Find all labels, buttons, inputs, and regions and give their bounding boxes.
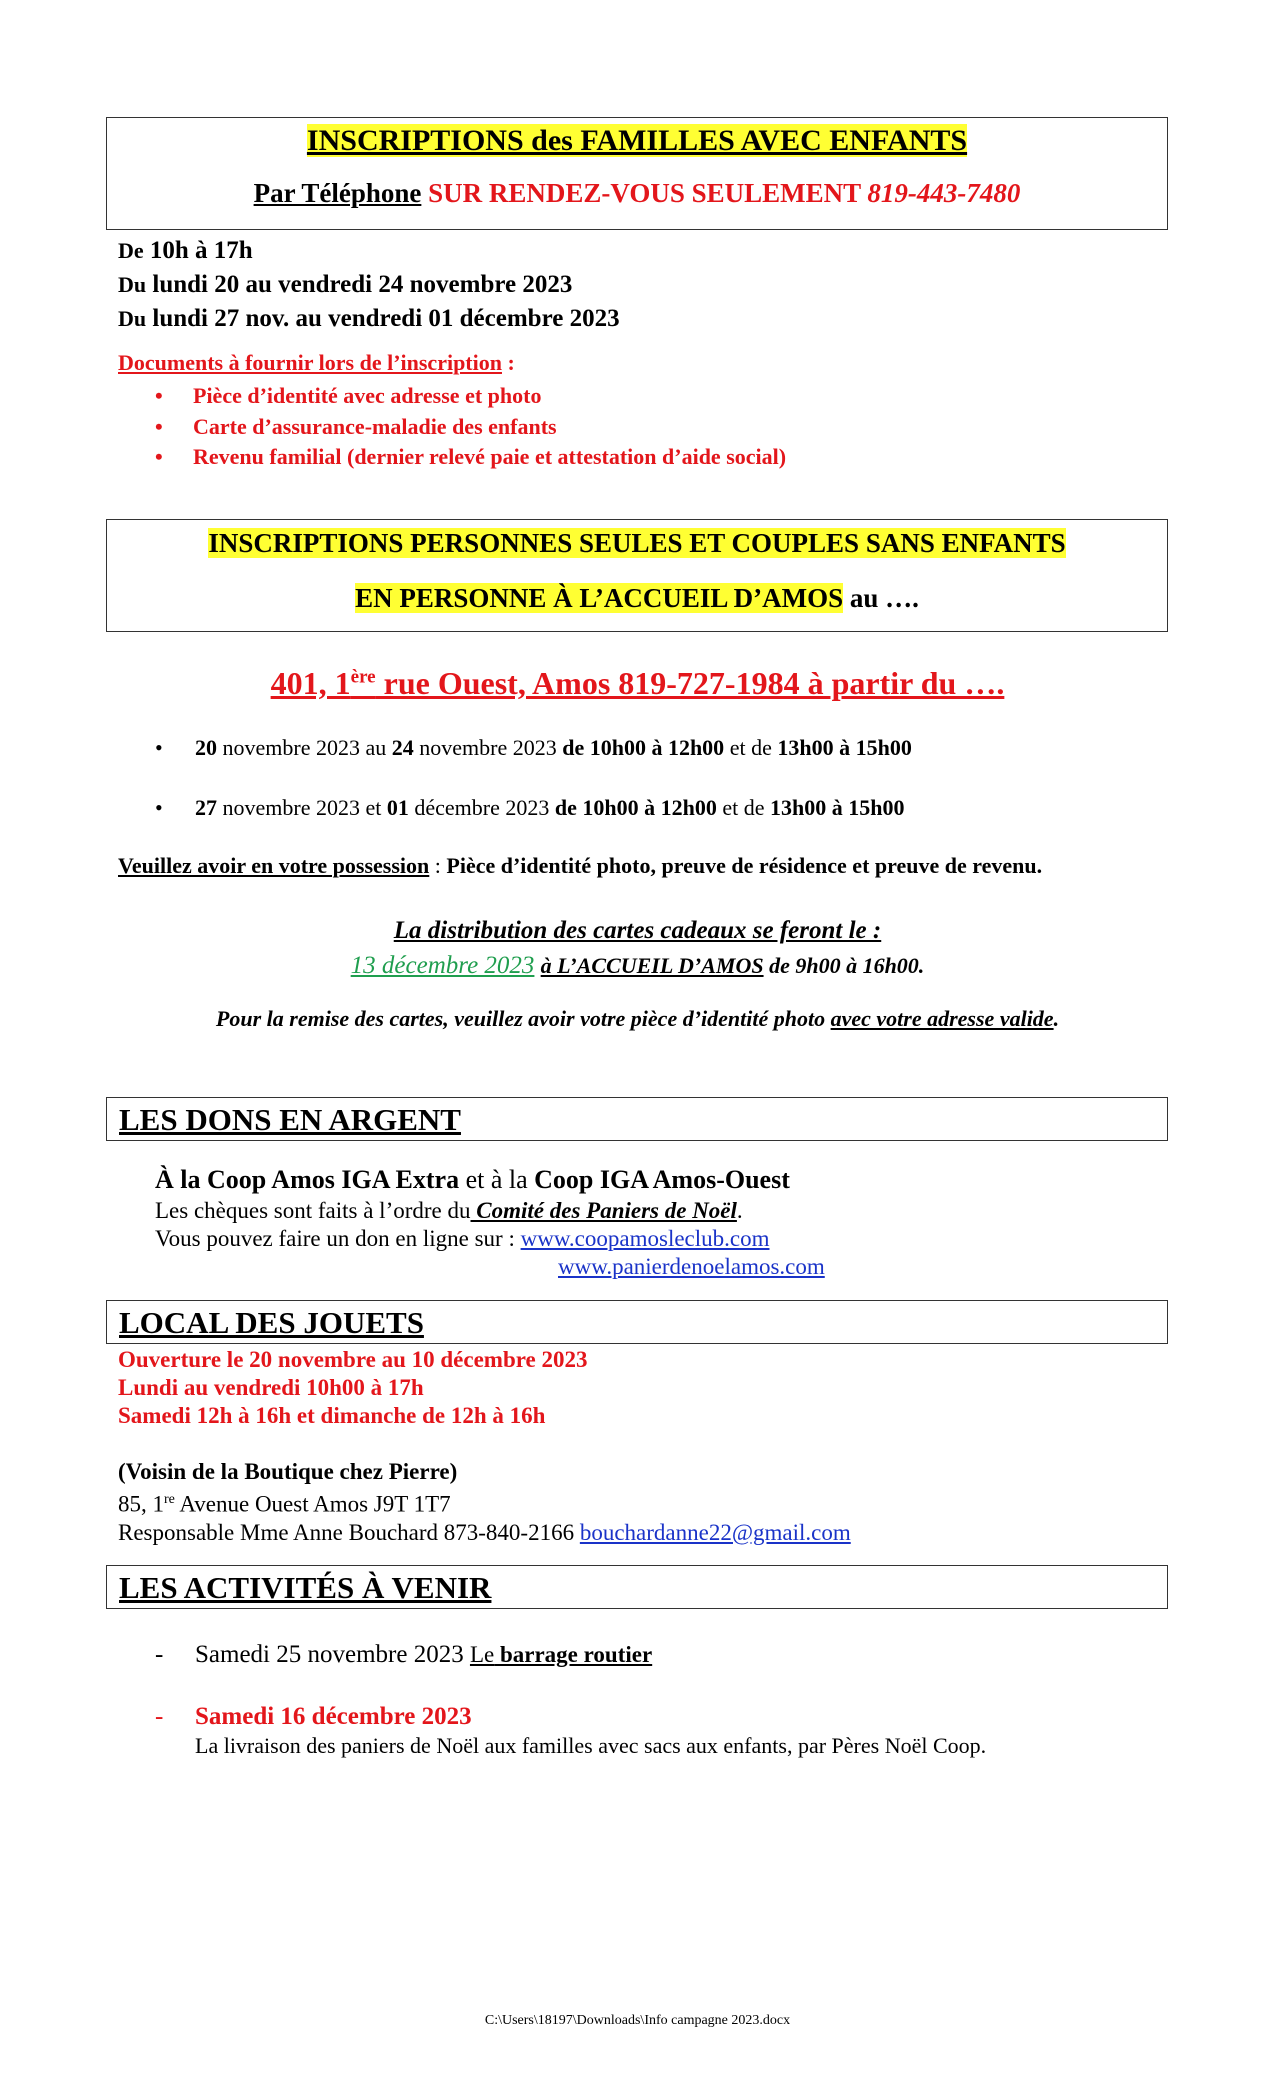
documents-title: Documents à fournir lors de l’inscription : [118, 350, 515, 375]
registration-dates [150, 735, 912, 855]
activity-description: La livraison des paniers de Noël aux familles avec sacs aux enfants, par Pères Noël Coop. [195, 1733, 987, 1758]
list-item: • Revenu familial (dernier relevé paie et attestation d’aide social) [150, 442, 786, 473]
toys-heading: LOCAL DES JOUETS [106, 1300, 1168, 1344]
file-path-footer: C:\Users\18197\Downloads\Info campagne 2023.docx [484, 2013, 791, 2028]
email-link[interactable]: bouchardanne22@gmail.com [579, 1519, 851, 1545]
donations-heading: LES DONS EN ARGENT [106, 1097, 1168, 1141]
coop-website-link[interactable]: www.coopamosleclub.com [520, 1226, 770, 1251]
documents-list [150, 381, 786, 473]
singles-subtitle: EN PERSONNE À L’ACCUEIL D’AMOS au …. [355, 583, 919, 613]
families-title: INSCRIPTIONS des FAMILLES AVEC ENFANTS [306, 124, 968, 157]
families-registration-box [106, 117, 1168, 230]
list-item: • Pièce d’identité avec adresse et photo [150, 381, 786, 412]
possession-note: Veuillez avoir en votre possession : Pièce d’identité photo, preuve de résidence et preuve de revenu. [118, 853, 1043, 878]
registration-hours: De 10h à 17h Du lundi 20 au vendredi 24 novembre 2023 Du lundi 27 nov. au vendredi 01 décembre 2023 [118, 237, 620, 332]
activities-list [155, 1640, 986, 1760]
donations-info: À la Coop Amos IGA Extra et à la Coop IGA Amos-Ouest Les chèques sont faits à l’ordre du Comité des Paniers de Noël. Vous pouvez faire un don en ligne sur : www.coopamosleclub.com www.panierdenoelamos.com [155, 1165, 825, 1279]
paniers-website-link[interactable]: www.panierdenoelamos.com [558, 1254, 825, 1279]
distribution-note: La distribution des cartes cadeaux se feront le : 13 décembre 2023 à L’ACCUEIL D’AMOS de 9h00 à 16h00. [350, 917, 925, 979]
accueil-address: 401, 1ère rue Ouest, Amos 819-727-1984 à partir du …. [270, 665, 1005, 701]
list-item: - Samedi 25 novembre 2023 Le barrage routier [155, 1641, 653, 1668]
activities-heading: LES ACTIVITÉS À VENIR [106, 1565, 1168, 1609]
list-item: • 20 novembre 2023 au 24 novembre 2023 de 10h00 à 12h00 et de 13h00 à 15h00 [150, 735, 912, 795]
phone-line: Par Téléphone SUR RENDEZ-VOUS SEULEMENT 819-443-7480 [253, 178, 1021, 208]
list-item: • Carte d’assurance-maladie des enfants [150, 412, 786, 443]
list-item: • 27 novembre 2023 et 01 décembre 2023 de 10h00 à 12h00 et de 13h00 à 15h00 [150, 795, 912, 855]
pickup-note: Pour la remise des cartes, veuillez avoir votre pièce d’identité photo avec votre adresse valide. [215, 1006, 1060, 1031]
singles-title: INSCRIPTIONS PERSONNES SEULES ET COUPLES SANS ENFANTS [208, 528, 1066, 558]
list-item: - Samedi 16 décembre 2023 [155, 1703, 472, 1730]
toys-info: Ouverture le 20 novembre au 10 décembre 2023 Lundi au vendredi 10h00 à 17h Samedi 12h à 16h et dimanche de 12h à 16h (Voisin de la Boutique chez Pierre) 85, 1re Avenue Ouest Amos J9T 1T7 Responsable Mme Anne Bouchard 873-840-2166 bouchardanne22@gmail.com [118, 1347, 851, 1545]
singles-registration-box [106, 519, 1168, 632]
